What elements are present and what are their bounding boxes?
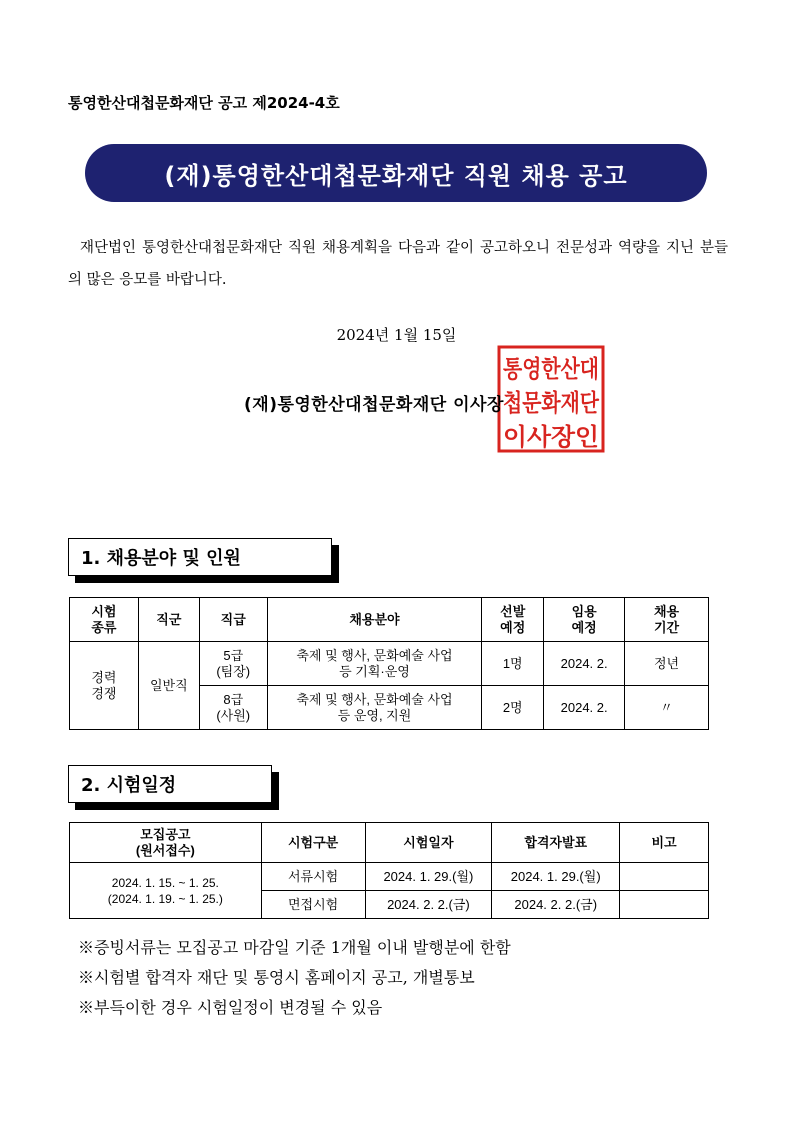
header-cell: 비고 [620,823,709,863]
table-header-row [70,823,709,863]
start-cell: 2024. 2. [544,686,625,730]
note-item: ※부득이한 경우 시험일정이 변경될 수 있음 [78,998,383,1017]
section2-heading-text: 2. 시험일정 [81,775,177,796]
header-cell: 합격자발표 [492,823,620,863]
grade-cell: 8급 (사원) [199,686,267,730]
exam-date-cell: 2024. 2. 2.(금) [365,891,492,919]
recruit-period-cell: 2024. 1. 15. ~ 1. 25. (2024. 1. 19. ~ 1. 25.) [70,863,262,919]
count-cell: 2명 [482,686,544,730]
exam-type-cell: 면접시험 [261,891,365,919]
header-cell: 직급 [199,598,267,642]
count-cell: 1명 [482,642,544,686]
header-cell: 선발 예정 [482,598,544,642]
header-cell: 시험일자 [365,823,492,863]
header-cell: 시험구분 [261,823,365,863]
section2-heading [68,765,272,803]
issuer-name: (재)통영한산대첩문화재단 이사장 [244,395,504,415]
header-cell: 임용 예정 [544,598,625,642]
exam-date-cell: 2024. 1. 29.(월) [365,863,492,891]
note-item: ※증빙서류는 모집공고 마감일 기준 1개월 이내 발행분에 한함 [78,938,511,957]
field-cell: 축제 및 행사, 문화예술 사업 등 기획·운영 [267,642,482,686]
note-cell [620,863,709,891]
notice-number: 통영한산대첩문화재단 공고 제2024-4호 [68,94,340,112]
period-cell: 〃 [625,686,709,730]
header-cell: 시험 종류 [70,598,139,642]
exam-type-cell: 서류시험 [261,863,365,891]
header-cell: 채용분야 [267,598,482,642]
svg-text:첩문화재단: 첩문화재단 [503,389,600,417]
result-date-cell: 2024. 2. 2.(금) [492,891,620,919]
section1-heading-text: 1. 채용분야 및 인원 [81,548,241,569]
note-item: ※시험별 합격자 재단 및 통영시 홈페이지 공고, 개별통보 [78,968,475,987]
table-header-row [70,598,709,642]
header-cell: 모집공고 (원서접수) [70,823,262,863]
grade-cell: 5급 (팀장) [199,642,267,686]
job-group-cell: 일반직 [138,642,199,730]
page-title-text: (재)통영한산대첩문화재단 직원 채용 공고 [164,161,628,190]
intro-paragraph: 재단법인 통영한산대첩문화재단 직원 채용계획을 다음과 같이 공고하오니 전문성과 역량을 지닌 분들의 많은 응모를 바랍니다. [68,240,728,288]
header-cell: 채용 기간 [625,598,709,642]
header-cell: 직군 [138,598,199,642]
start-cell: 2024. 2. [544,642,625,686]
period-cell: 정년 [625,642,709,686]
field-cell: 축제 및 행사, 문화예술 사업 등 운영, 지원 [267,686,482,730]
exam-type-cell: 경력 경쟁 [70,642,139,730]
section1-heading [68,538,332,576]
note-cell [620,891,709,919]
recruitment-table [69,597,709,730]
svg-text:통영한산대: 통영한산대 [503,355,599,383]
table-row [70,642,709,686]
schedule-table [69,822,709,919]
svg-text:이사장인: 이사장인 [503,423,599,451]
table-row [70,863,709,891]
announcement-date: 2024년 1월 15일 [336,326,457,344]
result-date-cell: 2024. 1. 29.(월) [492,863,620,891]
official-seal [497,345,605,453]
page-title [85,144,707,202]
